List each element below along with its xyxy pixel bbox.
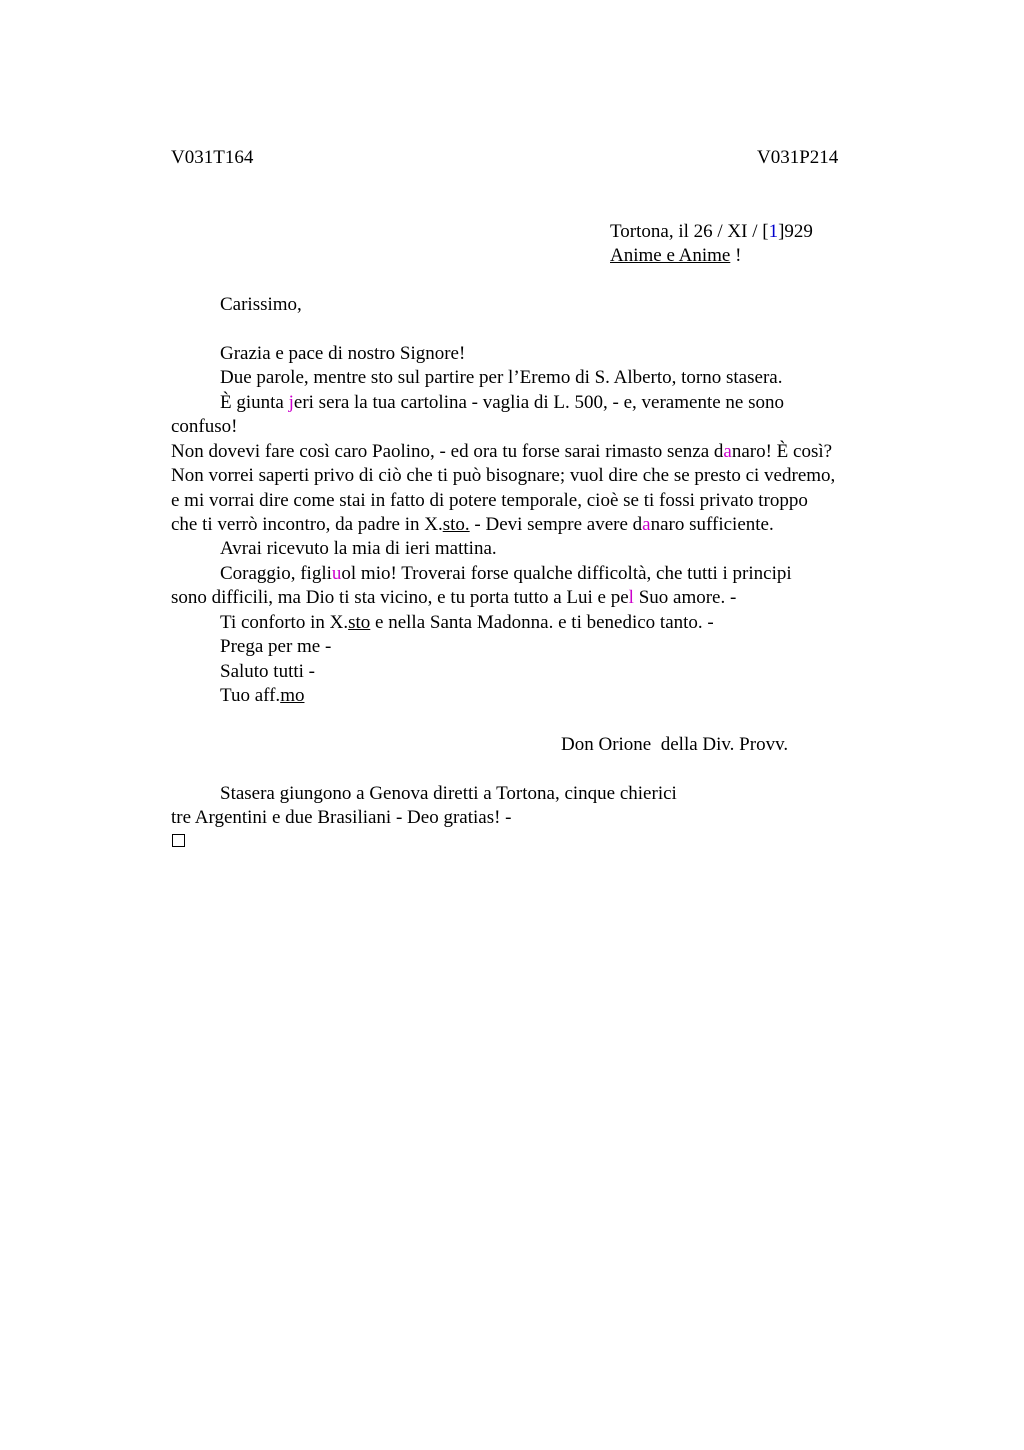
text-run: Coraggio, figli bbox=[220, 563, 332, 584]
salutation: Carissimo, bbox=[220, 294, 302, 315]
text-run: naro sufficiente. bbox=[650, 514, 774, 535]
dateline-suffix: ]929 bbox=[778, 221, 813, 242]
signature: Don Orione della Div. Provv. bbox=[561, 734, 789, 755]
motto: Anime e Anime bbox=[610, 245, 731, 266]
body-line: Due parole, mentre sto sul partire per l’Eremo di S. Alberto, torno stasera. bbox=[220, 367, 783, 388]
body-line: Prega per me - bbox=[220, 636, 332, 657]
body-line bbox=[171, 586, 736, 610]
body-line: e mi vorrai dire come stai in fatto di potere temporale, cioè se ti fossi privato troppo bbox=[171, 490, 808, 511]
correction-mark: a bbox=[723, 441, 732, 462]
text-run: ol mio! Troverai forse qualche difficoltà, che tutti i principi bbox=[341, 563, 792, 584]
postscript-line: Stasera giungono a Genova diretti a Tortona, cinque chierici bbox=[220, 783, 677, 804]
body-line bbox=[220, 611, 714, 635]
body-line bbox=[220, 562, 792, 586]
correction-mark: a bbox=[642, 514, 651, 535]
text-run: Ti conforto in X. bbox=[220, 612, 349, 633]
postscript-line: tre Argentini e due Brasiliani - Deo gratias! - bbox=[171, 807, 512, 828]
body-line bbox=[171, 440, 832, 464]
body-line bbox=[220, 391, 784, 415]
abbreviation-suffix: sto. bbox=[442, 514, 470, 535]
text-run: - Devi sempre avere d bbox=[469, 514, 643, 535]
body-line bbox=[171, 513, 774, 537]
body-line: Non vorrei saperti privo di ciò che ti può bisognare; vuol dire che se presto ci vedremo, bbox=[171, 465, 836, 486]
body-line: confuso! bbox=[171, 416, 238, 437]
body-line: Saluto tutti - bbox=[220, 661, 315, 682]
end-box-icon bbox=[172, 834, 185, 847]
abbreviation-suffix: sto bbox=[348, 612, 371, 633]
text-run: Suo amore. - bbox=[633, 587, 737, 608]
dateline-editorial-digit: 1 bbox=[768, 221, 779, 242]
correction-mark: u bbox=[331, 563, 342, 584]
text-run: Tuo aff. bbox=[220, 685, 281, 706]
abbreviation-suffix: mo bbox=[280, 685, 305, 706]
text-run: e nella Santa Madonna. e ti benedico tanto. - bbox=[370, 612, 714, 633]
text-run: È giunta bbox=[220, 392, 289, 413]
body-line: Avrai ricevuto la mia di ieri mattina. bbox=[220, 538, 497, 559]
closing-line bbox=[220, 684, 304, 708]
text-run: Non dovevi fare così caro Paolino, - ed ora tu forse sarai rimasto senza d bbox=[171, 441, 724, 462]
dateline bbox=[610, 220, 813, 244]
correction-mark: l bbox=[628, 587, 634, 608]
document-code-right: V031P214 bbox=[757, 147, 839, 168]
document-code-left: V031T164 bbox=[171, 147, 254, 168]
motto-end: ! bbox=[730, 245, 742, 266]
body-line: Grazia e pace di nostro Signore! bbox=[220, 343, 466, 364]
motto-line bbox=[610, 244, 741, 268]
text-run: sono difficili, ma Dio ti sta vicino, e tu porta tutto a Lui e pe bbox=[171, 587, 629, 608]
text-run: naro! È così? bbox=[731, 441, 833, 462]
dateline-prefix: Tortona, il 26 / XI / [ bbox=[610, 221, 769, 242]
text-run: che ti verrò incontro, da padre in X. bbox=[171, 514, 443, 535]
text-run: eri sera la tua cartolina - vaglia di L. 500, - e, veramente ne sono bbox=[293, 392, 784, 413]
correction-mark: j bbox=[288, 392, 294, 413]
